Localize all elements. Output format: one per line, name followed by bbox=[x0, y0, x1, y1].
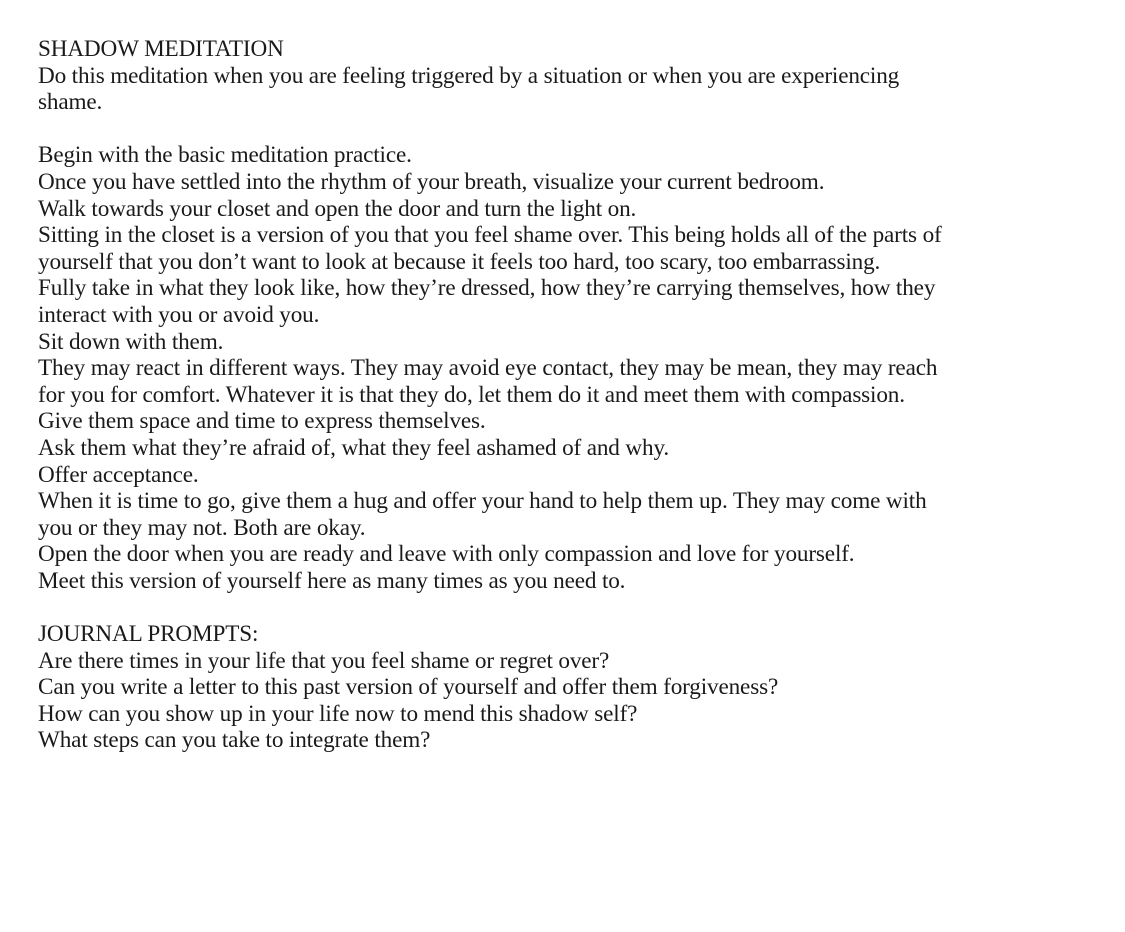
journal-prompt: Are there times in your life that you feel shame or regret over? bbox=[38, 647, 610, 674]
step-line: for you for comfort. Whatever it is that they do, let them do it and meet them with compassion. bbox=[38, 381, 905, 408]
intro-line: shame. bbox=[38, 89, 103, 116]
journal-prompts bbox=[38, 648, 1118, 754]
spacer bbox=[38, 594, 1118, 621]
step-line: They may react in different ways. They may avoid eye contact, they may be mean, they may reach bbox=[38, 355, 938, 382]
step-line: Ask them what they’re afraid of, what they feel ashamed of and why. bbox=[38, 434, 670, 461]
step-line: Sit down with them. bbox=[38, 328, 224, 355]
step-line: Open the door when you are ready and leave with only compassion and love for yourself. bbox=[38, 541, 855, 568]
step-line: When it is time to go, give them a hug and offer your hand to help them up. They may come with bbox=[38, 488, 927, 515]
step-line: yourself that you don’t want to look at because it feels too hard, too scary, too embarrassing. bbox=[38, 248, 881, 275]
step-line: Sitting in the closet is a version of you that you feel shame over. This being holds all of the parts of bbox=[38, 222, 942, 249]
step-line: Give them space and time to express themselves. bbox=[38, 408, 486, 435]
meditation-steps bbox=[38, 142, 1118, 594]
journal-prompt: Can you write a letter to this past version of yourself and offer them forgiveness? bbox=[38, 674, 779, 701]
spacer bbox=[38, 116, 1118, 143]
step-line: Walk towards your closet and open the door and turn the light on. bbox=[38, 195, 637, 222]
step-line: Once you have settled into the rhythm of your breath, visualize your current bedroom. bbox=[38, 168, 825, 195]
intro-line: Do this meditation when you are feeling triggered by a situation or when you are experiencing bbox=[38, 62, 900, 89]
step-line: interact with you or avoid you. bbox=[38, 301, 320, 328]
journal-prompt: What steps can you take to integrate them? bbox=[38, 727, 431, 754]
document-title: SHADOW MEDITATION bbox=[38, 36, 284, 62]
step-line: Meet this version of yourself here as many times as you need to. bbox=[38, 567, 626, 594]
step-line: Offer acceptance. bbox=[38, 461, 199, 488]
journal-heading: JOURNAL PROMPTS: bbox=[38, 621, 259, 648]
step-line: Begin with the basic meditation practice. bbox=[38, 142, 412, 169]
journal-prompt: How can you show up in your life now to mend this shadow self? bbox=[38, 700, 638, 727]
intro-paragraph bbox=[38, 63, 1118, 116]
step-line: Fully take in what they look like, how they’re dressed, how they’re carrying themselves, how they bbox=[38, 275, 936, 302]
document-page bbox=[38, 36, 1118, 754]
step-line: you or they may not. Both are okay. bbox=[38, 514, 366, 541]
